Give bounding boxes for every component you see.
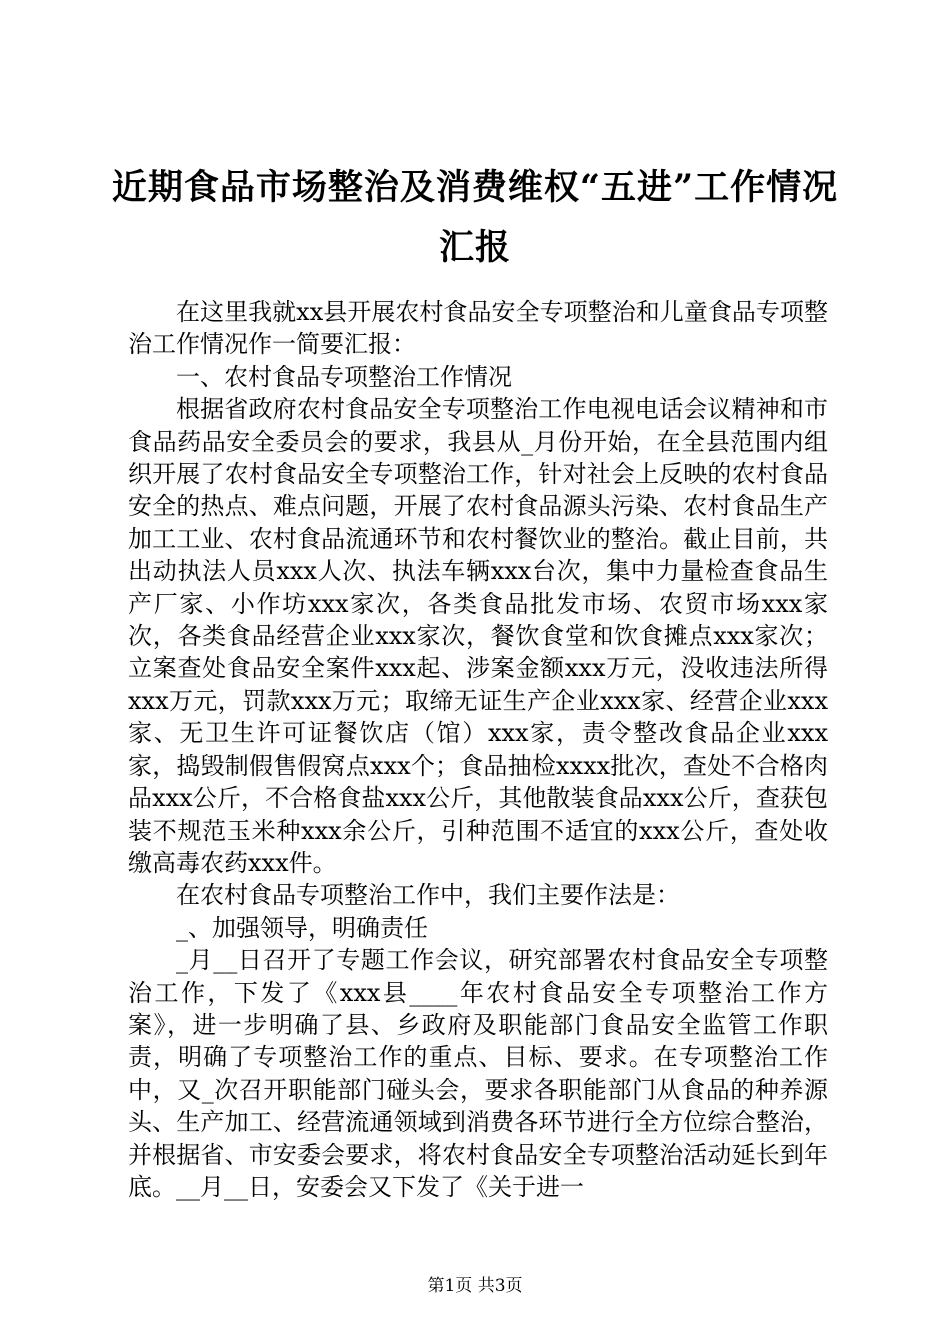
page-number-footer: 第1页 共3页 bbox=[427, 1276, 523, 1296]
intro-paragraph: 在这里我就xx县开展农村食品安全专项整治和儿童食品专项整治工作情况作一简要汇报： bbox=[128, 298, 828, 359]
document-title: 近期食品市场整治及消费维权“五进”工作情况汇报 bbox=[111, 167, 839, 268]
body-paragraph: _月__日召开了专题工作会议，研究部署农村食品安全专项整治工作，下发了《xxx县____年农村食品安全专项整治工作方案》，进一步明确了县、乡政府及职能部门食品安全监管工作职责，明确了专项整治工作的重点、目标、要求。在专项整治工作中，又_次召开职能部门碰头会，要求各职能部门从食品的种养源头、生产加工、经营流通领域到消费各环节进行全方位综合整治，并根据省、市安委会要求，将农村食品安全专项整治活动延长到年底。__月__日，安委会又下发了《关于进一 bbox=[128, 946, 828, 1201]
subsection-heading: _、加强领导，明确责任 bbox=[176, 913, 428, 942]
section-heading-1: 一、农村食品专项整治工作情况 bbox=[176, 362, 512, 391]
document-body bbox=[128, 296, 828, 1203]
body-paragraph: 根据省政府农村食品安全专项整治工作电视电话会议精神和市食品药品安全委员会的要求，我县从_月份开始，在全县范围内组织开展了农村食品安全专项整治工作，针对社会上反映的农村食品安全的热点、难点问题，开展了农村食品源头污染、农村食品生产加工工业、农村食品流通环节和农村餐饮业的整治。截止目前，共出动执法人员xxx人次、执法车辆xxx台次，集中力量检查食品生产厂家、小作坊xxx家次，各类食品批发市场、农贸市场xxx家次，各类食品经营企业xxx家次，餐饮食堂和饮食摊点xxx家次；立案查处食品安全案件xxx起、涉案金额xxx万元，没收违法所得xxx万元，罚款xxx万元；取缔无证生产企业xxx家、经营企业xxx家、无卫生许可证餐饮店（馆）xxx家，责令整改食品企业xxx家，捣毁制假售假窝点xxx个；食品抽检xxxx批次，查处不合格肉品xxx公斤，不合格食盐xxx公斤，其他散装食品xxx公斤，查获包装不规范玉米种xxx余公斤，引种范围不适宜的xxx公斤，查处收缴高毒农药xxx件。 bbox=[128, 395, 828, 877]
body-paragraph: 在农村食品专项整治工作中，我们主要作法是： bbox=[176, 881, 680, 910]
